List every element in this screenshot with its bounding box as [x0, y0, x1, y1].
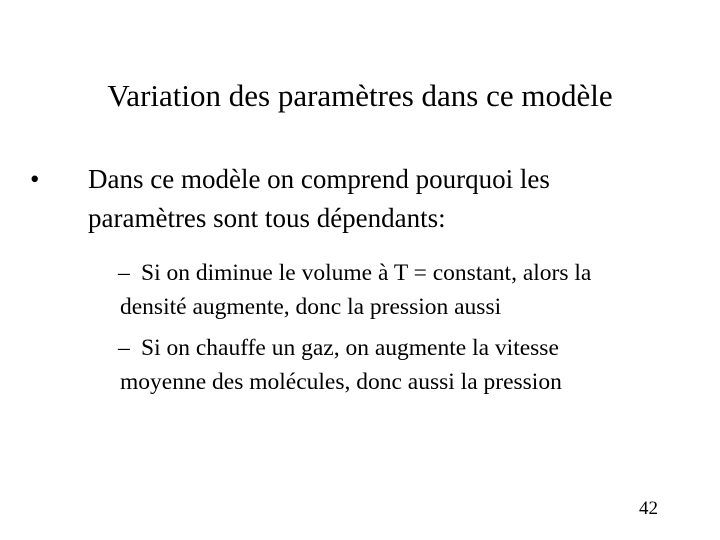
sub-bullet-1-line-2: densité augmente, donc la pression aussi	[120, 294, 502, 320]
page-number: 42	[639, 498, 658, 519]
sub-bullet-marker: –	[118, 260, 130, 286]
bullet-line-1: Dans ce modèle on comprend pourquoi les	[88, 164, 550, 194]
sub-bullet-2-line-1: Si on chauffe un gaz, on augmente la vitesse	[141, 335, 559, 361]
bullet-line-2: paramètres sont tous dépendants:	[88, 203, 446, 233]
slide-title: Variation des paramètres dans ce modèle	[107, 78, 613, 113]
sub-bullet-marker: –	[118, 335, 130, 361]
sub-bullet-1-line-1: Si on diminue le volume à T = constant, alors la	[141, 260, 592, 286]
sub-bullet-2-line-2: moyenne des molécules, donc aussi la pression	[120, 369, 562, 395]
bullet-marker: •	[30, 164, 40, 194]
